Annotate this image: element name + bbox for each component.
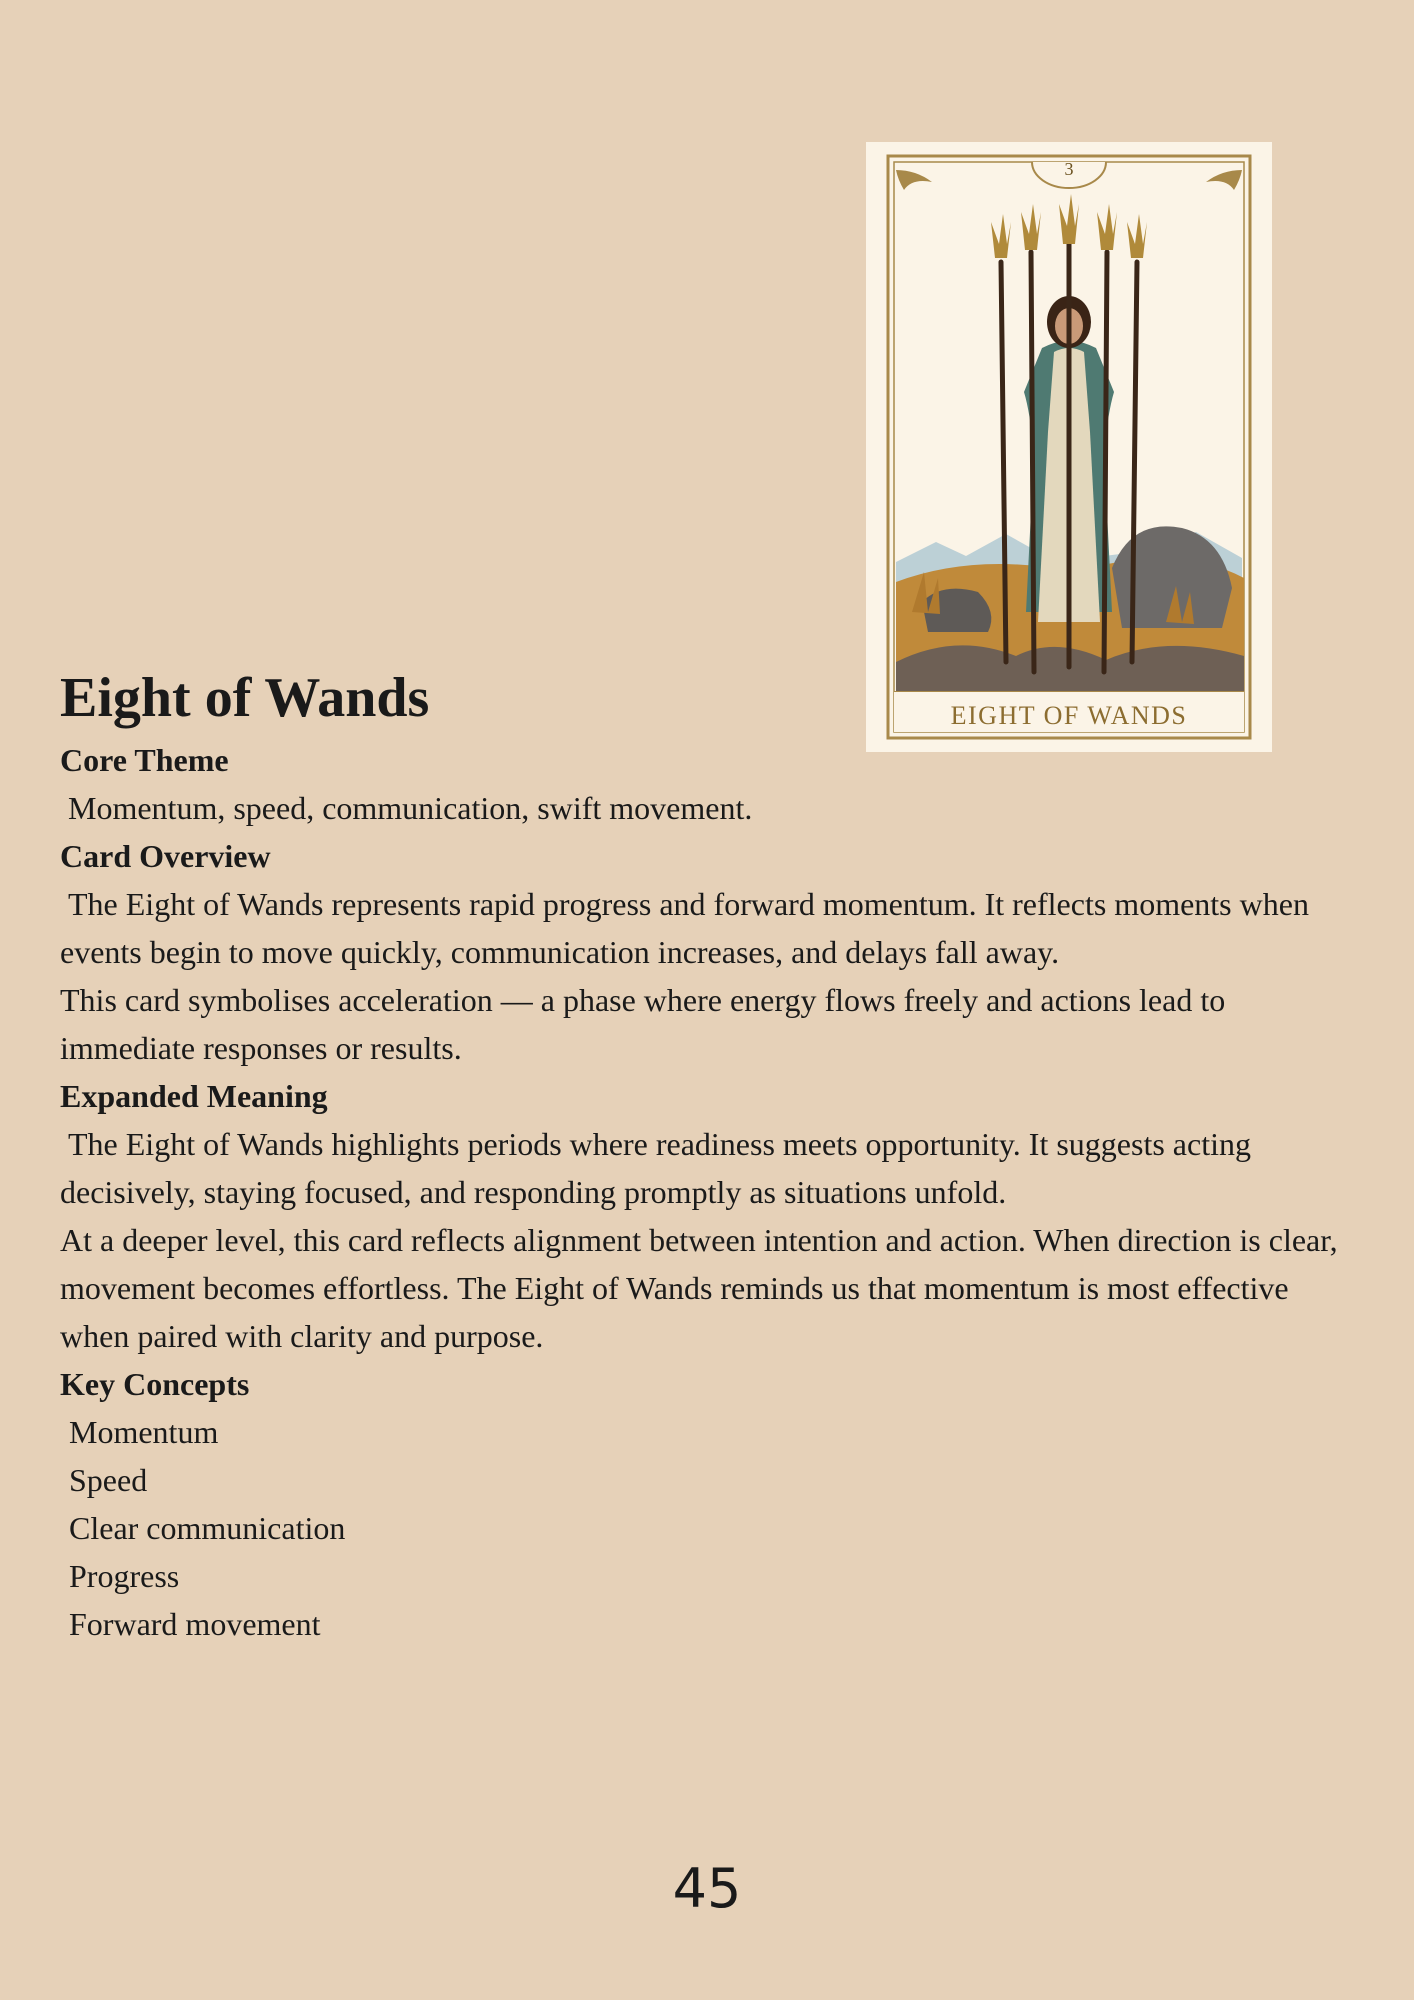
page-number: 45 bbox=[672, 1857, 742, 1920]
card-overview-heading: Card Overview bbox=[60, 838, 271, 874]
key-concepts-heading: Key Concepts bbox=[60, 1366, 250, 1402]
card-overview-paragraph-2: This card symbolises acceleration — a phase where energy flows freely and actions lead to immediate responses or results. bbox=[60, 982, 1226, 1066]
expanded-meaning-heading: Expanded Meaning bbox=[60, 1078, 328, 1114]
key-concept-item: Progress bbox=[69, 1558, 180, 1594]
card-overview-paragraph-1: The Eight of Wands represents rapid progress and forward momentum. It reflects moments when events begin to move quickly, communication increases, and delays fall away. bbox=[60, 886, 1317, 970]
card-number: 3 bbox=[1064, 159, 1074, 179]
core-theme-heading: Core Theme bbox=[60, 742, 229, 778]
key-concept-item: Forward movement bbox=[69, 1606, 321, 1642]
core-theme-text: Momentum, speed, communication, swift movement. bbox=[60, 790, 753, 826]
key-concept-item: Momentum bbox=[69, 1414, 219, 1450]
card-caption: EIGHT OF WANDS bbox=[950, 701, 1188, 730]
expanded-meaning-paragraph-1: The Eight of Wands highlights periods where readiness meets opportunity. It suggests acting decisively, staying focused, and responding promptly as situations unfold. bbox=[60, 1126, 1259, 1210]
key-concept-item: Clear communication bbox=[69, 1510, 346, 1546]
key-concept-item: Speed bbox=[69, 1462, 148, 1498]
expanded-meaning-paragraph-2: At a deeper level, this card reflects alignment between intention and action. When direction is clear, movement becomes effortless. The Eight of Wands reminds us that momentum is most effective when paired with clarity and purpose. bbox=[60, 1222, 1338, 1354]
page-title: Eight of Wands bbox=[60, 667, 430, 729]
card-description bbox=[60, 660, 1360, 1648]
